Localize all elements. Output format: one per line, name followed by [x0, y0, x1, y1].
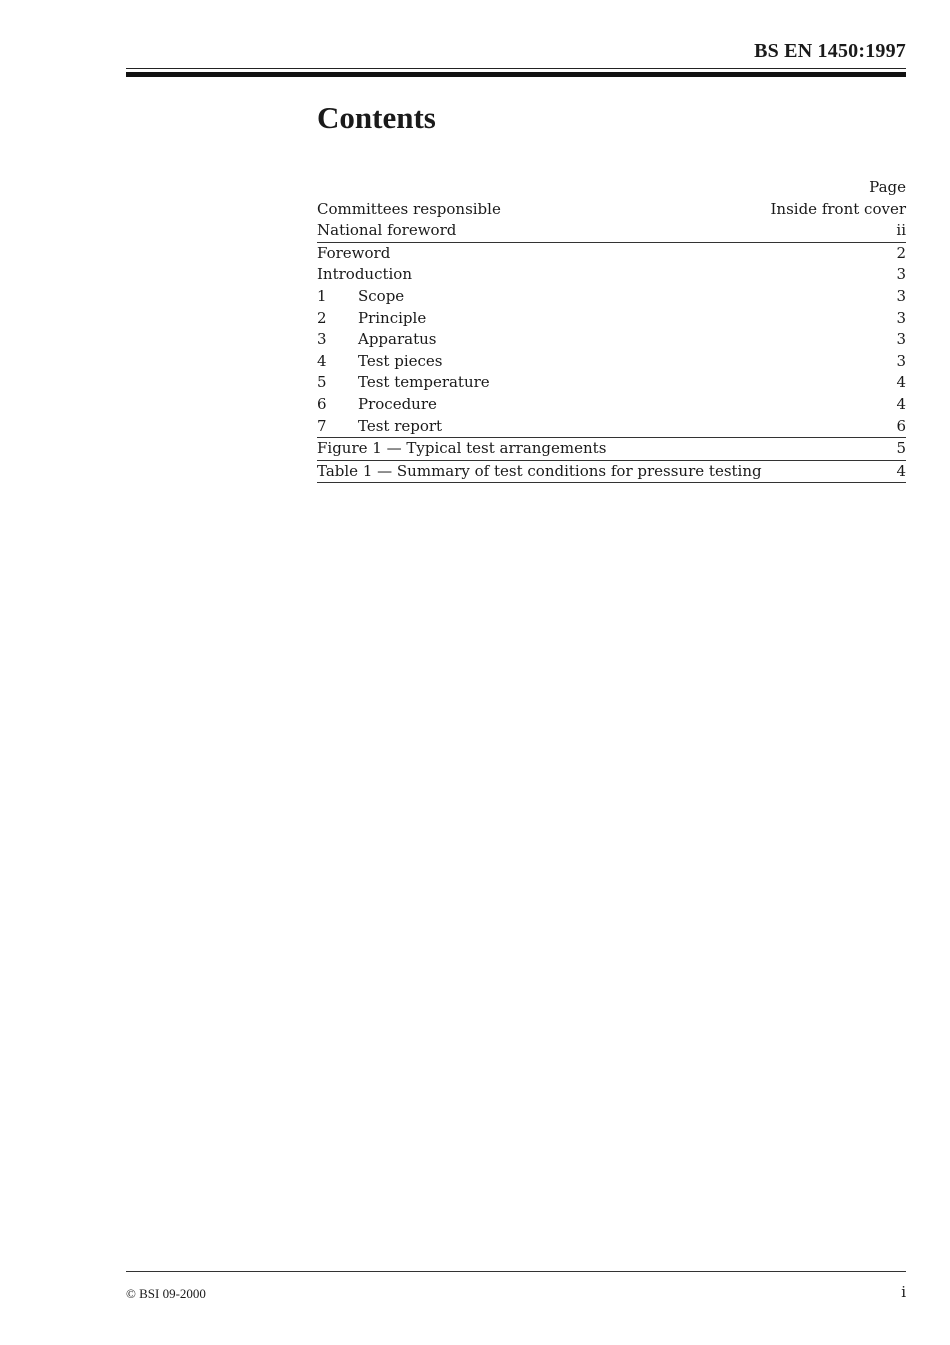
toc-entry-page: 3 — [896, 351, 906, 370]
footer-rule — [126, 1271, 906, 1272]
toc-entry-section-2[interactable] — [317, 308, 906, 330]
table-of-contents — [317, 177, 906, 483]
toc-entry-page: 4 — [896, 373, 906, 392]
toc-entry-left — [317, 394, 437, 416]
toc-entry-foreword[interactable] — [317, 243, 906, 265]
toc-entry-label: National foreword — [317, 221, 457, 240]
toc-entry-section-7[interactable] — [317, 416, 906, 439]
toc-entry-label: Test pieces — [358, 351, 443, 370]
header-rule-thick — [126, 72, 906, 77]
toc-entry-section-1[interactable] — [317, 286, 906, 308]
page-title: Contents — [317, 100, 436, 135]
page-number: i — [901, 1283, 906, 1301]
toc-entry-left — [317, 351, 442, 373]
toc-entry-page: 6 — [896, 416, 906, 435]
toc-entry-page: ii — [896, 221, 906, 240]
toc-entry-label: Figure 1 — Typical test arrangements — [317, 439, 607, 458]
toc-entry-number: 5 — [317, 373, 327, 392]
toc-entry-left — [317, 372, 490, 394]
toc-entry-page: 3 — [896, 308, 906, 327]
toc-entry-number: 6 — [317, 394, 327, 413]
toc-entry-section-3[interactable] — [317, 329, 906, 351]
toc-entry-left — [317, 308, 426, 330]
toc-entry-left — [317, 329, 436, 351]
toc-entry-number: 2 — [317, 308, 327, 327]
toc-entry-introduction[interactable] — [317, 264, 906, 286]
toc-entry-section-4[interactable] — [317, 351, 906, 373]
toc-entry-page: 5 — [896, 439, 906, 458]
toc-entry-table-1[interactable] — [317, 461, 906, 484]
toc-entry-page: 4 — [896, 461, 906, 480]
toc-entry-national-foreword[interactable] — [317, 220, 906, 243]
toc-entry-page: Inside front cover — [770, 199, 906, 218]
toc-entry-label: Scope — [358, 286, 405, 305]
document-id: BS EN 1450:1997 — [754, 40, 906, 62]
header-rule-thin — [126, 68, 906, 69]
copyright-notice: © BSI 09-2000 — [126, 1286, 206, 1301]
toc-entry-label: Procedure — [358, 394, 437, 413]
toc-entry-label: Apparatus — [358, 330, 437, 349]
toc-entry-section-6[interactable] — [317, 394, 906, 416]
toc-entry-page: 3 — [896, 330, 906, 349]
toc-entry-label: Introduction — [317, 265, 412, 284]
toc-entry-page: 2 — [896, 243, 906, 262]
toc-entry-left — [317, 286, 404, 308]
toc-entry-number: 1 — [317, 286, 327, 305]
toc-entry-page: 3 — [896, 286, 906, 305]
toc-entry-number: 3 — [317, 330, 327, 349]
toc-entry-page: 3 — [896, 265, 906, 284]
toc-entry-section-5[interactable] — [317, 372, 906, 394]
toc-entry-page: 4 — [896, 394, 906, 413]
toc-entry-label: Foreword — [317, 243, 391, 262]
toc-entry-committees[interactable] — [317, 199, 906, 221]
toc-entry-number: 7 — [317, 416, 327, 435]
toc-entry-left — [317, 416, 442, 438]
toc-entry-label: Test report — [358, 416, 443, 435]
toc-entry-label: Committees responsible — [317, 199, 501, 218]
toc-page-heading-row — [317, 177, 906, 199]
toc-entry-label: Table 1 — Summary of test conditions for pressure testing — [317, 461, 762, 480]
toc-entry-figure-1[interactable] — [317, 438, 906, 461]
toc-entry-label: Test temperature — [358, 373, 490, 392]
toc-entry-label: Principle — [358, 308, 427, 327]
toc-page-heading: Page — [869, 178, 906, 196]
toc-entry-number: 4 — [317, 351, 327, 370]
